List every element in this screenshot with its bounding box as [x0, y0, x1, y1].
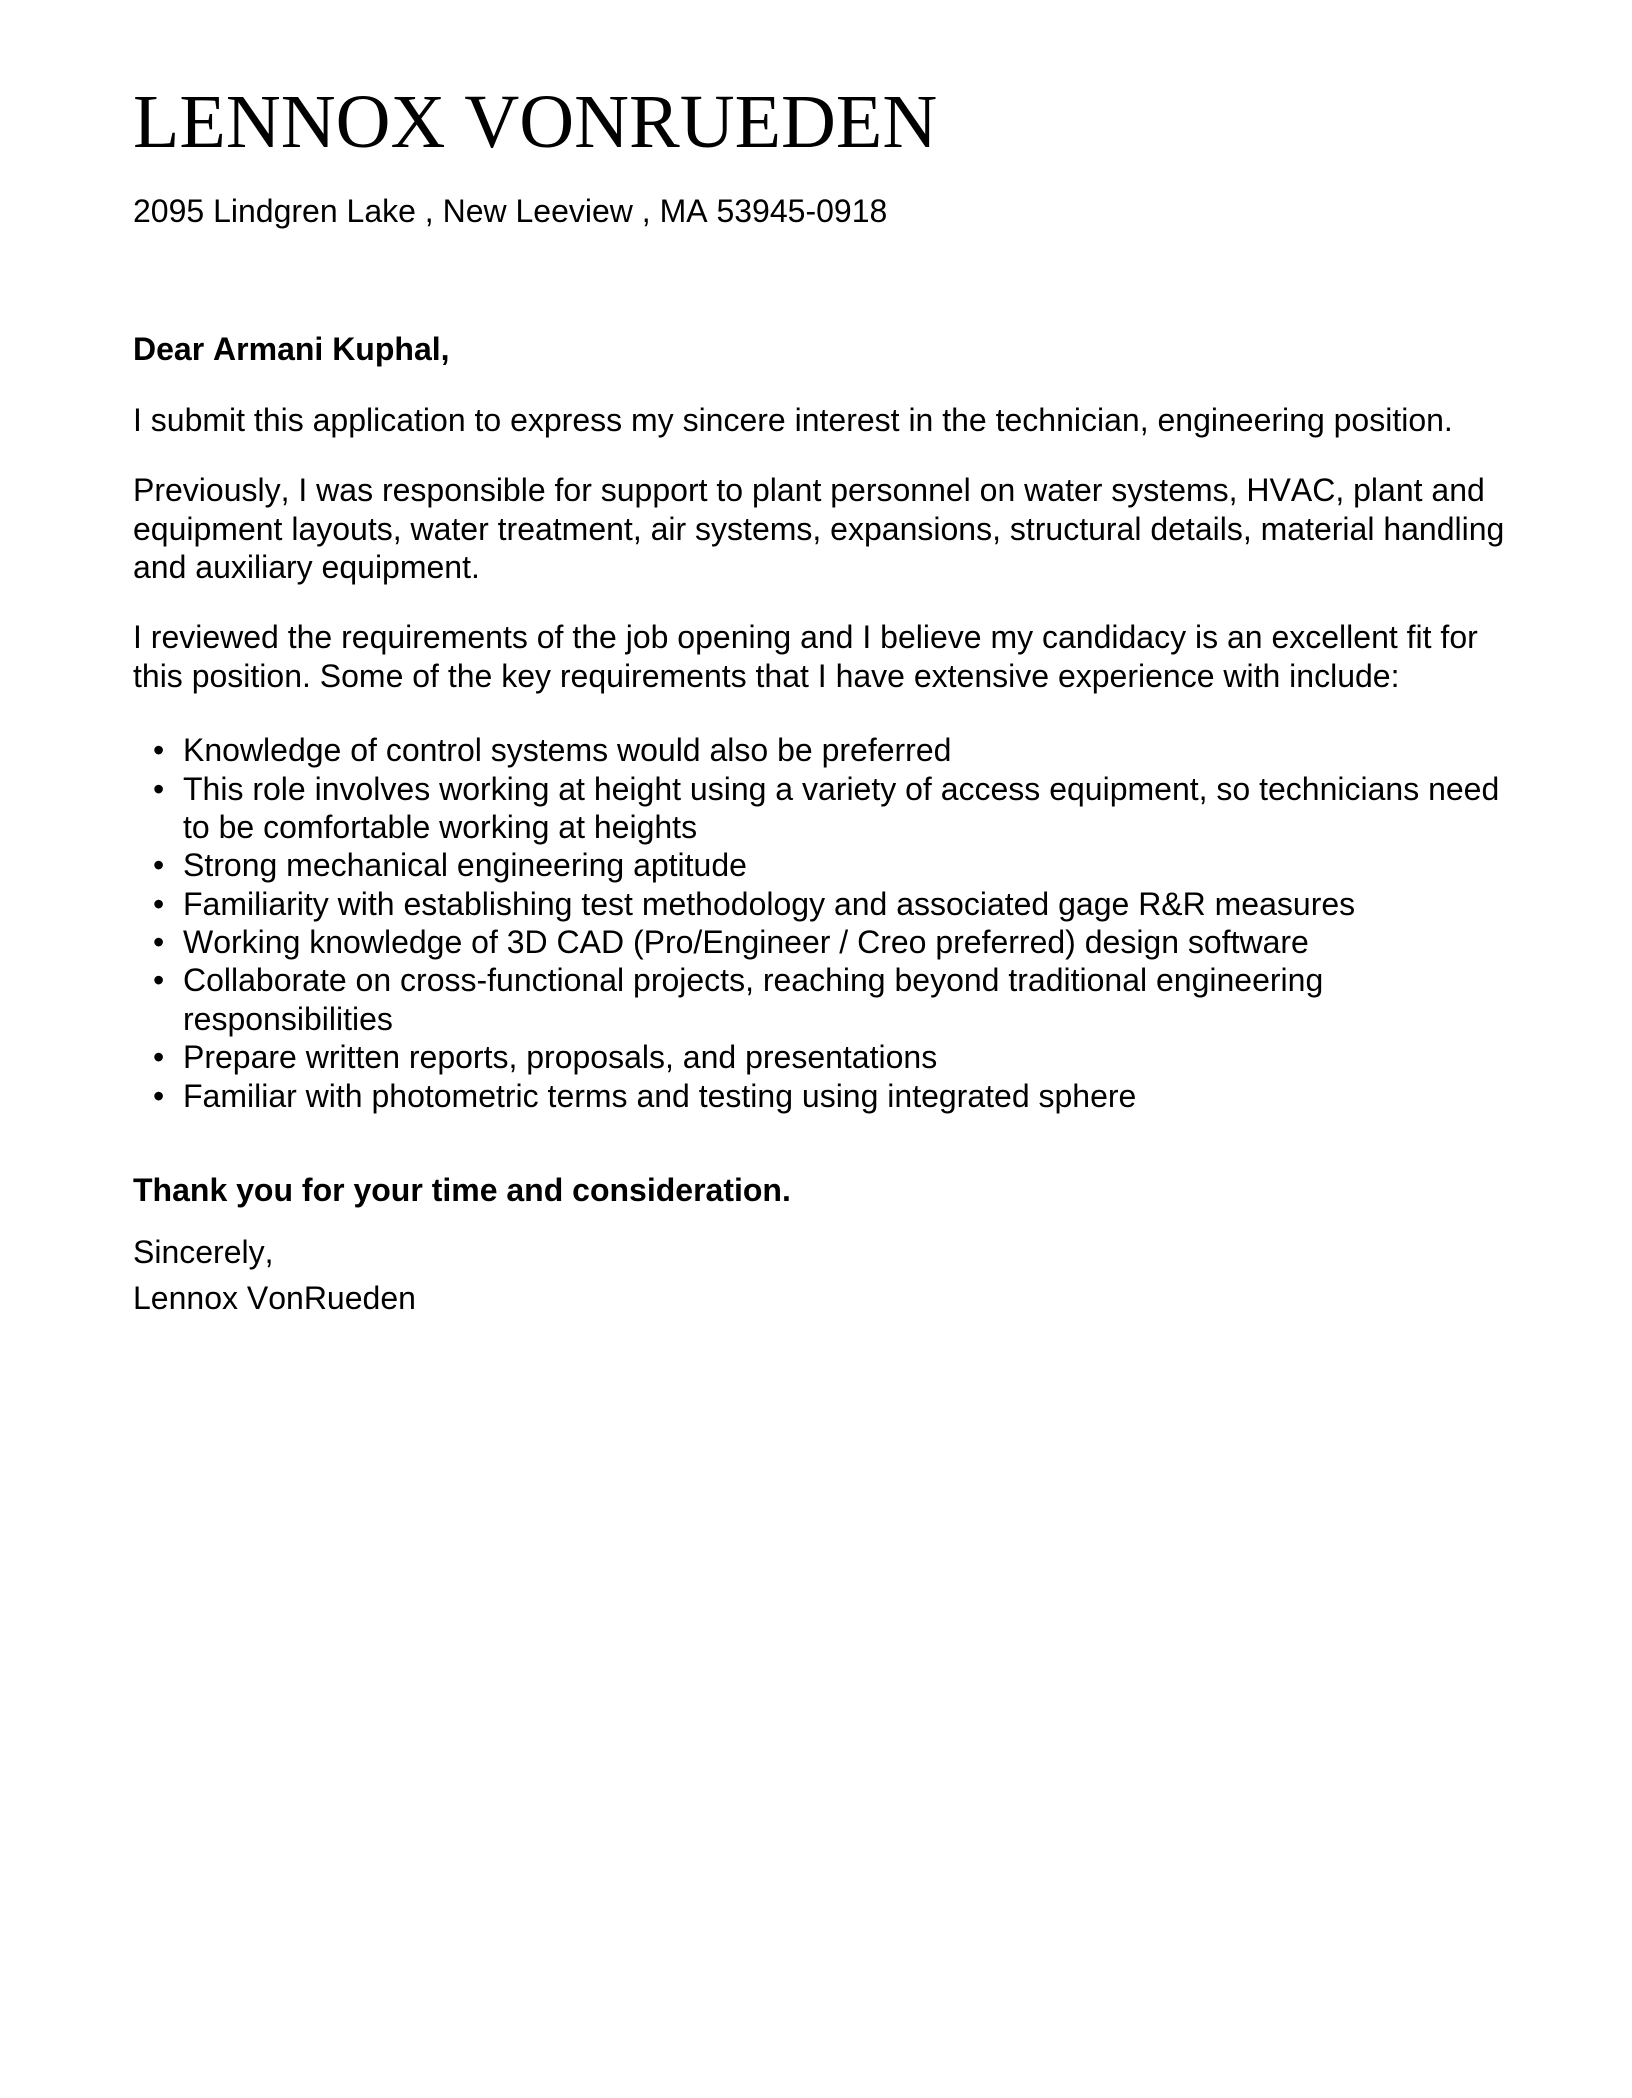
intro-paragraph: I submit this application to express my sincere interest in the technician, engineering position.: [133, 401, 1453, 438]
thank-you-line: Thank you for your time and consideration.: [133, 1172, 791, 1209]
requirements-list: [133, 731, 1506, 1115]
greeting-line: Dear Armani Kuphal,: [133, 331, 450, 368]
sender-address: 2095 Lindgren Lake , New Leeview , MA 53945-0918: [133, 193, 888, 229]
signature-name: Lennox VonRueden: [133, 1279, 416, 1316]
list-item: • This role involves working at height using a variety of access equipment, so technicians need to be comfortable working at heights: [183, 770, 1506, 847]
list-item: • Prepare written reports, proposals, and presentations: [183, 1038, 1506, 1076]
requirements-intro-paragraph: I reviewed the requirements of the job opening and I believe my candidacy is an excellent fit for this position. Some of the key requirements that I have extensive experience with include:: [133, 619, 1478, 694]
list-item: • Familiarity with establishing test methodology and associated gage R&R measures: [183, 885, 1506, 923]
list-item: • Collaborate on cross-functional projects, reaching beyond traditional engineering responsibilities: [183, 961, 1506, 1038]
sender-name-heading: LENNOX VONRUEDEN: [133, 80, 938, 164]
list-item: • Knowledge of control systems would also be preferred: [183, 731, 1506, 769]
list-item: • Familiar with photometric terms and testing using integrated sphere: [183, 1077, 1506, 1115]
list-item: • Strong mechanical engineering aptitude: [183, 846, 1506, 884]
list-item: • Working knowledge of 3D CAD (Pro/Engineer / Creo preferred) design software: [183, 923, 1506, 961]
experience-paragraph: Previously, I was responsible for support to plant personnel on water systems, HVAC, plant and equipment layouts, water treatment, air systems, expansions, structural details, material handling and auxiliary equipment.: [133, 472, 1505, 585]
closing-line: Sincerely,: [133, 1234, 274, 1271]
